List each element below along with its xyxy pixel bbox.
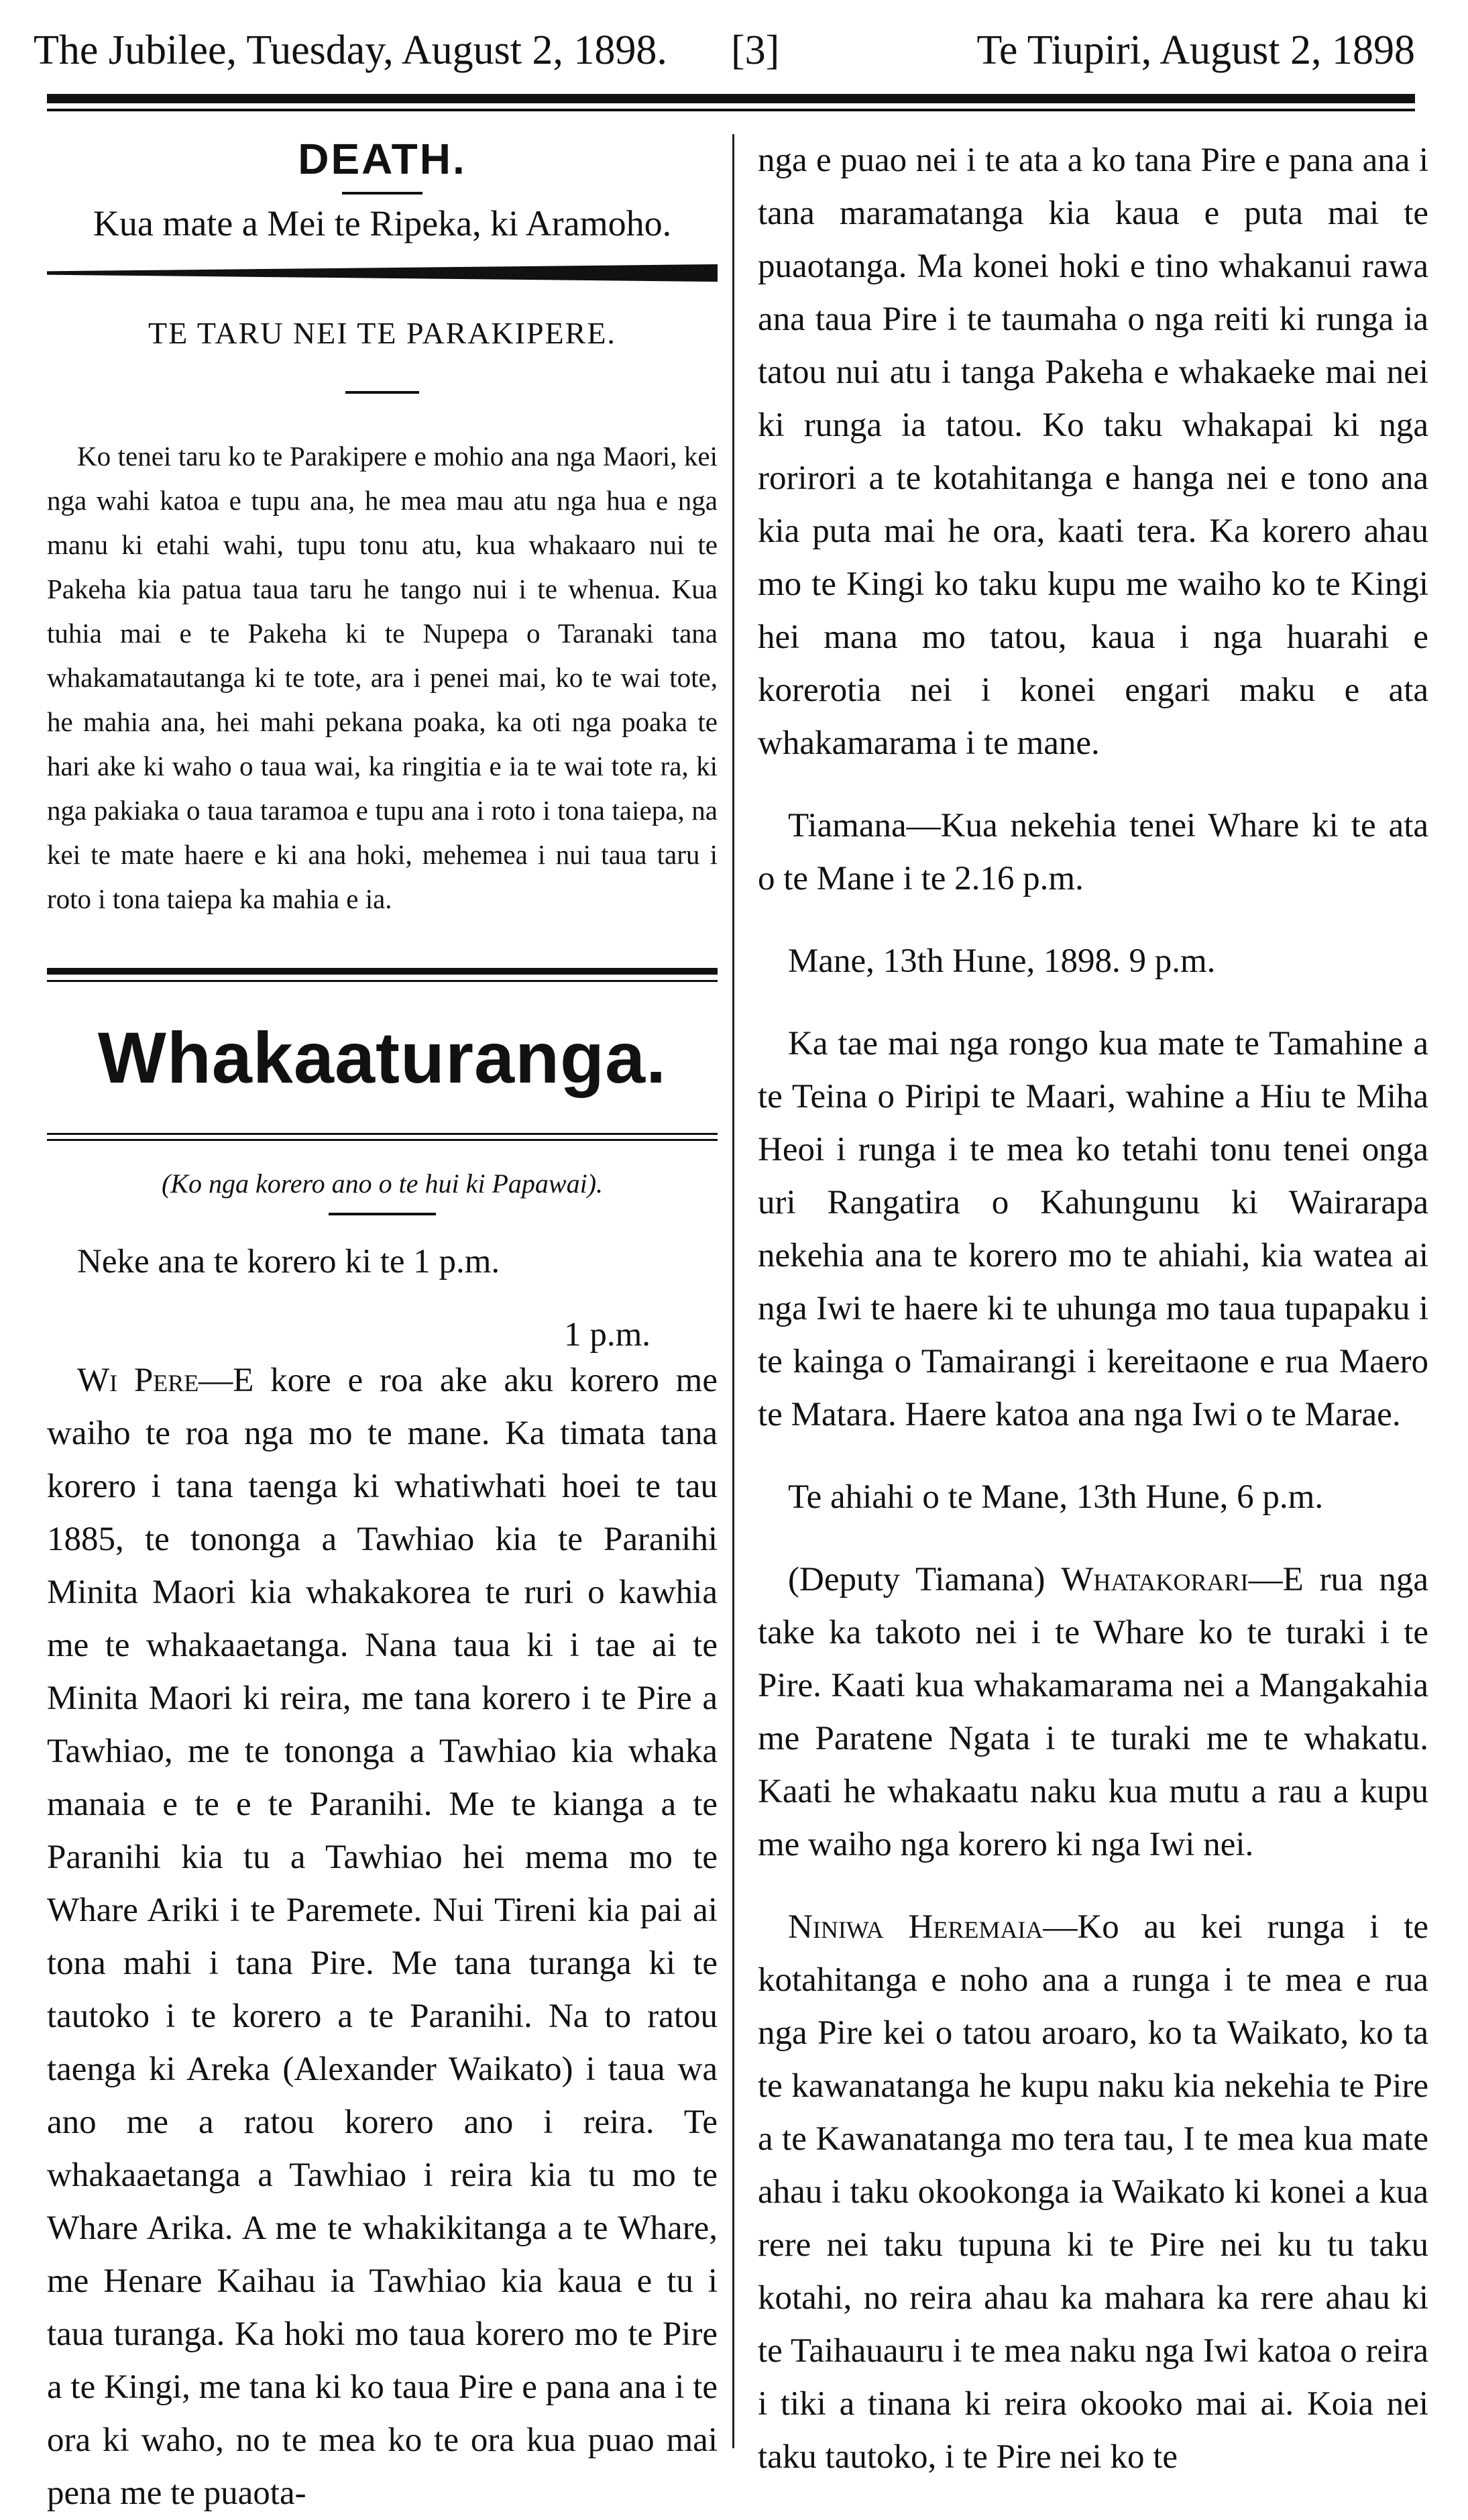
right-para-whatakorari bbox=[758, 1553, 1428, 1871]
page-header bbox=[27, 27, 1415, 101]
speech-text: —E rua nga take ka takoto nei i te Whare ko te turaki i te Pire. Kaati kua whakamarama nei a Mangakahia me Paratene Ngata i te turaki me te whakatu. Kaati he whakaatu naku kua mutu a rau a kupu me waiho nga korero ki nga Iwi nei. bbox=[758, 1561, 1428, 1863]
subtitle-rule bbox=[329, 1213, 436, 1215]
right-para-niniwa bbox=[758, 1901, 1428, 2484]
death-heading: DEATH. bbox=[298, 135, 467, 183]
speech-prefix: (Deputy Tiamana) bbox=[788, 1561, 1062, 1598]
neke-line: Neke ana te korero ki te 1 p.m. bbox=[77, 1243, 500, 1280]
right-para-news: Ka tae mai nga rongo kua mate te Tamahine a te Teina o Piripi te Maari, wahine a Hiu te Miha Heoi i runga i te mea ko tetahi tonu tenei onga uri Rangatira o Kahungunu ki Wairarapa nekehia ana te korero mo te ahiahi, kia watea ai nga Iwi te haere ki te uhunga mo taua tupapaku i te kainga o Tamairangi i kereitaone e rua Maero te Matara. Haere katoa ana nga Iwi o te Marae. bbox=[758, 1025, 1428, 1433]
left-column bbox=[47, 134, 718, 2520]
right-para-evening: Te ahiahi o te Mane, 13th Hune, 6 p.m. bbox=[788, 1478, 1324, 1516]
whakaaturanga-heading: Whakaaturanga. bbox=[97, 1017, 667, 1098]
header-right-title: Te Tiupiri, August 2, 1898 bbox=[976, 28, 1415, 73]
whakaaturanga-rule bbox=[47, 1133, 718, 1141]
section-separator-wedge bbox=[47, 264, 718, 282]
right-para-date: Mane, 13th Hune, 1898. 9 p.m. bbox=[788, 942, 1216, 980]
right-para-continuation: nga e puao nei i te ata a ko tana Pire e pana ana i tana maramatanga kia kaua e puta mai te puaotanga. Ma konei hoki e tino whakanui rawa ana taua Pire i te taumaha o nga reiti ki runga ia tatou nui atu i tanga Pakeha e whakaeke mai nei ki runga ia tatou. Ko taku whakapai ki nga rorirori a te kotahitanga e hanga nei e tono ana kia puta mai he ora, kaati tera. Ka korero ahau mo te Kingi ko taku kupu me waiho ko te Kingi hei mana mo tatou, kaua i nga huarahi e korerotia nei i konei engari maku e ata whakamarama i te mane. bbox=[758, 142, 1428, 762]
taru-rule bbox=[345, 391, 419, 394]
speaker-name: Niniwa Heremaia bbox=[788, 1908, 1043, 1946]
header-rule-thick bbox=[47, 94, 1415, 103]
right-para-tiamana: Tiamana—Kua nekehia tenei Whare ki te ata o te Mane i te 2.16 p.m. bbox=[758, 807, 1428, 897]
section-double-rule bbox=[47, 968, 718, 982]
page-number: [3] bbox=[731, 28, 780, 73]
whakaaturanga-subtitle: (Ko nga korero ano o te hui ki Papawai). bbox=[161, 1168, 604, 1199]
speaker-name: Wi Pere bbox=[77, 1362, 199, 1399]
speech-text: —Ko au kei runga i te kotahitanga e noho ana a runga i te mea e rua nga Pire kei o tatou aroaro, ko ta Waikato, ko ta te kawanatanga he kupu naku kia nekehia te Pire a te Kawanatanga mo tera tau, I te mea kua mate ahau i taku okookonga ia Waikato ki konei a kua rere nei taku tupuna ki te Pire nei ku tu taku kotahi, no reira ahau ka mahara ka rere ahau ki te Taihauauru i te mea naku nga Iwi katoa o reira i tiki a tinana ki reira okooko mai ai. Koia nei taku tautoko, i te Pire nei ko te bbox=[758, 1908, 1429, 2476]
wi-pere-speech bbox=[47, 1354, 718, 2520]
header-left-title: The Jubilee, Tuesday, August 2, 1898. bbox=[34, 28, 667, 73]
taru-heading: TE TARU NEI TE PARAKIPERE. bbox=[148, 316, 616, 350]
time-stamp: 1 p.m. bbox=[564, 1316, 651, 1354]
death-notice: Kua mate a Mei te Ripeka, ki Aramoho. bbox=[93, 203, 672, 243]
column-divider bbox=[732, 134, 734, 2448]
header-rule-thin bbox=[47, 109, 1415, 111]
taru-article: Ko tenei taru ko te Parakipere e mohio ana nga Maori, kei nga wahi katoa e tupu ana, he mea mau atu nga hua e nga manu ki etahi wahi, tupu tonu atu, kua whakaaro nui te Pakeha kia patua taua taru he tango nui i te whenua. Kua tuhia mai e te Pakeha ki te Nupepa o Taranaki tana whakamatautanga ki te tote, ara i penei mai, ko te wai tote, he mahia ana, hei mahi pekana poaka, ka oti nga poaka te hari ake ki waho o taua wai, ka ringitia e ia te wai tote ra, ki nga pakiaka o taua taramoa e tupu ana i roto i tona taiepa, na kei te mate haere e ki ana hoki, mehemea i nui taua taru i roto i tona taiepa ka mahia e ia. bbox=[47, 441, 718, 914]
death-rule bbox=[342, 192, 422, 195]
speech-text: —E kore e roa ake aku korero me waiho te roa nga mo te mane. Ka timata tana korero i tana taenga ki whatiwhati hoei te tau 1885, te tononga a Tawhiao kia te Paranihi Minita Maori kia whakakorea te ruri o kawhia me te whakaaetanga. Nana taua ki i tae ai te Minita Maori ki reira, me tana korero i te Pire a Tawhiao, me te tononga a Tawhiao kia whaka manaia e te e te Paranihi. Me te kianga a te Paranihi kia tu a Tawhiao hei mema mo te Whare Ariki i te Paremete. Nui Tireni kia pai ai tona mahi i tana Pire. Me tana turanga ki te tautoko i te korero a te Paranihi. Na to ratou taenga ki Areka (Alexander Waikato) i taua wa ano me a ratou korero ano i reira. Te whakaaetanga a Tawhiao i reira kia tu mo te Whare Arika. A me te whakikitanga a te Whare, me Henare Kaihau ia Tawhiao kia kaua e tu i taua turanga. Ka hoki mo taua korero mo te Pire a te Kingi, me tana ki ko taua Pire e pana ana i te ora ki waho, no te mea ko te ora kua puao mai pena me te puaota- bbox=[47, 1362, 718, 2512]
right-column bbox=[758, 134, 1428, 2484]
speaker-name: Whatakorari bbox=[1061, 1561, 1249, 1598]
